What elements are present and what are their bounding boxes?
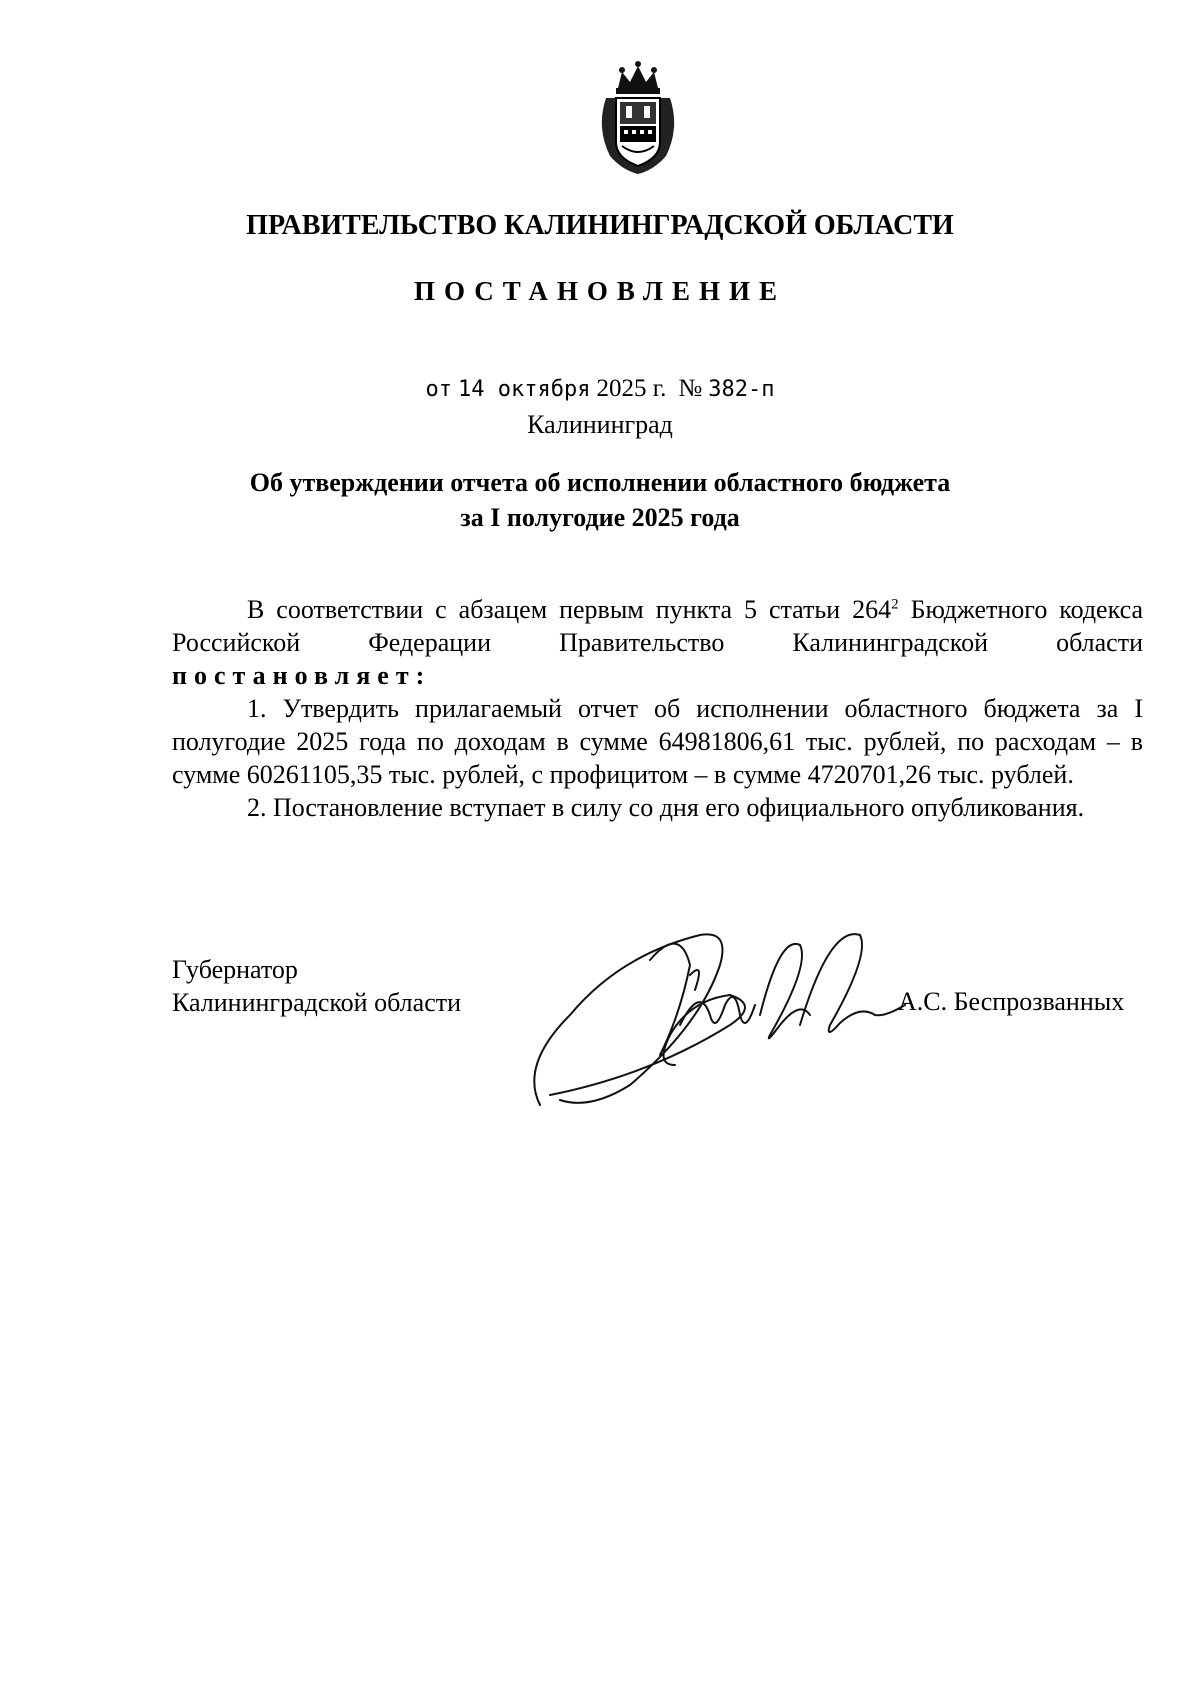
subject-line-2: за I полугодие 2025 года (460, 503, 740, 532)
date-day-month: 14 октября (458, 377, 591, 402)
organization-title: ПРАВИТЕЛЬСТВО КАЛИНИНГРАДСКОЙ ОБЛАСТИ (246, 210, 954, 241)
handwritten-signature (530, 905, 910, 1110)
signatory-role-line-1: Губернатор (172, 955, 298, 984)
coat-of-arms-icon (592, 58, 684, 178)
city: Калининград (527, 410, 673, 439)
date-number-line (0, 375, 1200, 403)
decree-word: постановляет: (172, 661, 432, 690)
number-sign: № (678, 375, 703, 402)
date-prefix: от (425, 377, 452, 402)
article-superscript: 2 (891, 596, 899, 613)
signatory-role-line-2: Калининградской области (172, 988, 462, 1017)
preamble-text-2: Бюджетного кодекса Российской Федерации Правительство Калининградской области (172, 595, 1143, 657)
document-number: 382-п (708, 377, 775, 402)
paragraph-item-1: 1. Утвердить прилагаемый отчет об исполнении областного бюджета за I полугодие 2025 года по доходам в сумме 64981806,61 тыс. рублей, по расходам – в сумме 60261105,35 тыс. рублей, с профицитом – в сумме 4720701,26 тыс. рублей. (172, 694, 1143, 789)
signatory-role (172, 953, 461, 1019)
paragraph-preamble (172, 593, 1143, 692)
document-type-title: ПОСТАНОВЛЕНИЕ (413, 276, 787, 306)
document-body (172, 593, 1143, 824)
signatory-name: А.С. Беспрозванных (898, 987, 1125, 1016)
preamble-text: В соответствии с абзацем первым пункта 5 статьи 264 (247, 595, 892, 624)
document-subject (0, 465, 1200, 535)
date-year: 2025 г. (596, 375, 667, 402)
paragraph-item-2: 2. Постановление вступает в силу со дня его официального опубликования. (247, 793, 1085, 822)
subject-line-1: Об утверждении отчета об исполнении областного бюджета (249, 468, 951, 497)
